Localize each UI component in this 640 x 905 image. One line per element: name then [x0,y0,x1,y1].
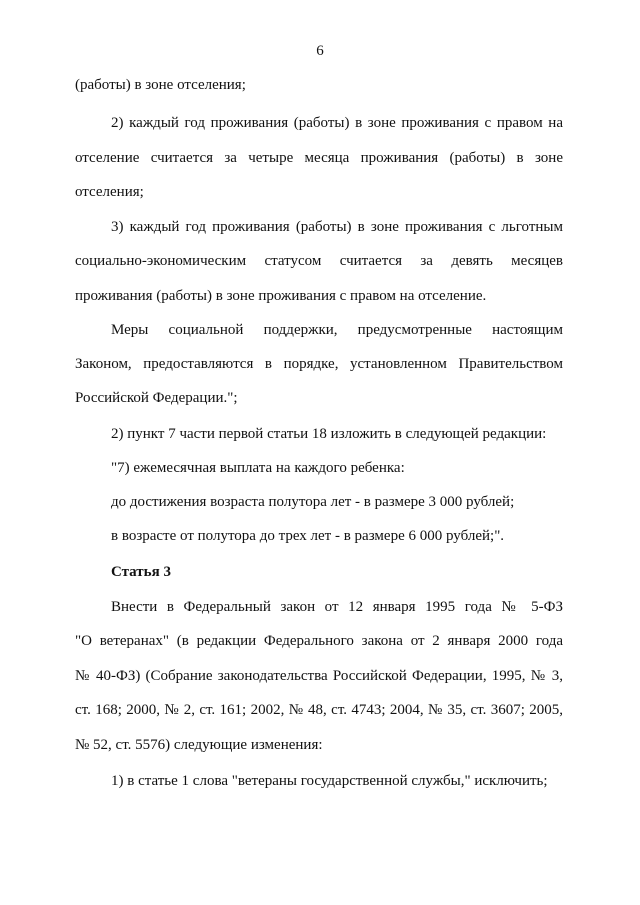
text-line: Внести в Федеральный закон от 12 января 1995 года № 5-ФЗ [111,599,563,615]
text-line: Российской Федерации."; [75,390,238,406]
text-line: Законом, предоставляются в порядке, установленном Правительством [75,356,563,372]
page-number: 6 [316,43,324,59]
text-line: проживания (работы) в зоне проживания с правом на отселение. [75,288,487,304]
text-line: ст. 168; 2000, № 2, ст. 161; 2002, № 48, ст. 4743; 2004, № 35, ст. 3607; 2005, [75,702,563,718]
text-line: отселение считается за четыре месяца проживания (работы) в зоне [75,150,563,166]
text-line: до достижения возраста полутора лет - в размере 3 000 рублей; [111,494,515,510]
text-line: Меры социальной поддержки, предусмотренные настоящим [111,322,563,338]
text-line: "7) ежемесячная выплата на каждого ребенка: [111,460,405,476]
text-line: № 40-ФЗ) (Собрание законодательства Российской Федерации, 1995, № 3, [75,668,563,684]
text-line: "О ветеранах" (в редакции Федерального закона от 2 января 2000 года [75,633,563,649]
text-line: 1) в статье 1 слова "ветераны государственной службы," исключить; [111,773,548,789]
text-line: социально-экономическим статусом считается за девять месяцев [75,253,563,269]
article-heading: Статья 3 [111,564,171,580]
text-line: в возрасте от полутора до трех лет - в размере 6 000 рублей;". [111,528,505,544]
text-line: № 52, ст. 5576) следующие изменения: [75,737,323,753]
text-line: отселения; [75,184,144,200]
text-line: 3) каждый год проживания (работы) в зоне проживания с льготным [111,219,563,235]
text-line: 2) каждый год проживания (работы) в зоне проживания с правом на [111,115,563,131]
text-line: 2) пункт 7 части первой статьи 18 изложить в следующей редакции: [111,426,547,442]
text-line: (работы) в зоне отселения; [75,77,246,93]
